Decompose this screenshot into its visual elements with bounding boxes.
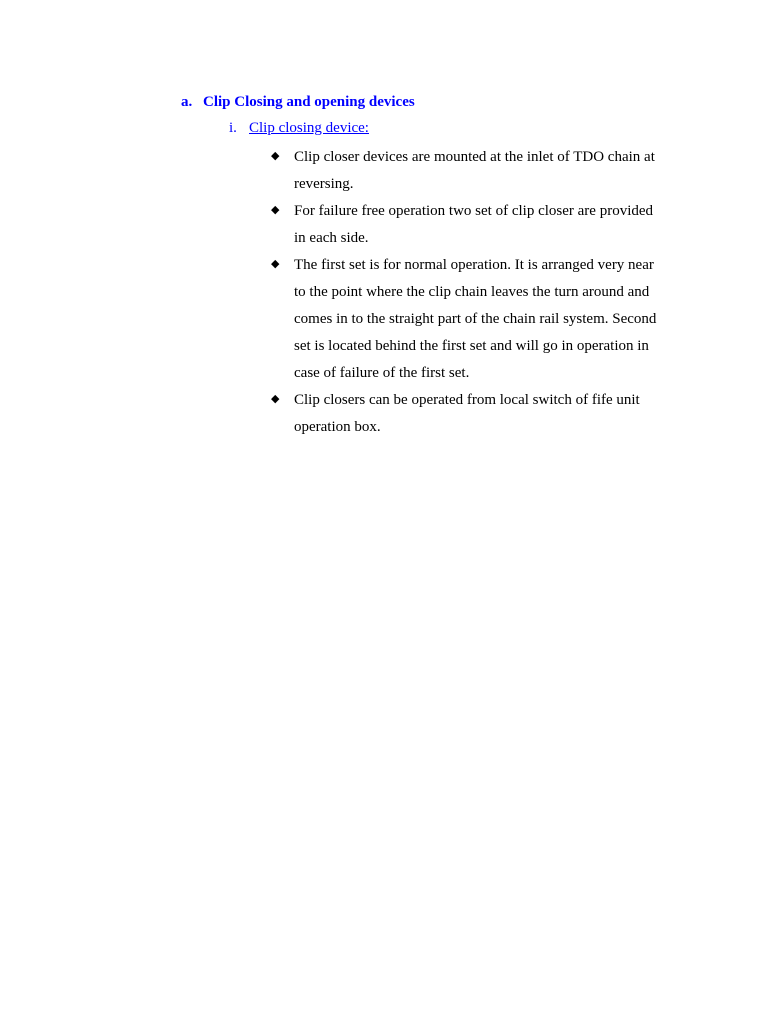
list-item	[271, 252, 671, 387]
bullet-text: Clip closer devices are mounted at the inlet of TDO chain at reversing.	[294, 149, 655, 192]
black-diamond-icon: ◆	[271, 258, 280, 270]
list-item	[271, 387, 671, 441]
section-title: Clip Closing and opening devices	[203, 94, 415, 110]
bullet-text: Clip closers can be operated from local switch of fife unit operation box.	[294, 392, 640, 435]
black-diamond-icon: ◆	[271, 204, 280, 216]
bullet-list	[229, 144, 671, 441]
section-heading	[181, 92, 671, 112]
list-item	[271, 144, 671, 198]
bullet-text: For failure free operation two set of clip closer are provided in each side.	[294, 203, 654, 246]
subsection	[229, 118, 671, 441]
subsection-heading	[229, 118, 671, 138]
subsection-marker: i.	[229, 120, 237, 136]
bullet-text: The first set is for normal operation. It is arranged very near to the point where the clip chain leaves the turn around and comes in to the straight part of the chain rail system. Second set is located behind the first set and will go in operation in case of failure of the first set.	[294, 257, 657, 381]
section-marker: a.	[181, 94, 193, 110]
black-diamond-icon: ◆	[271, 393, 280, 405]
subsection-title-link[interactable]: Clip closing device:	[249, 120, 369, 136]
black-diamond-icon: ◆	[271, 150, 280, 162]
document-section	[181, 92, 671, 441]
list-item	[271, 198, 671, 252]
